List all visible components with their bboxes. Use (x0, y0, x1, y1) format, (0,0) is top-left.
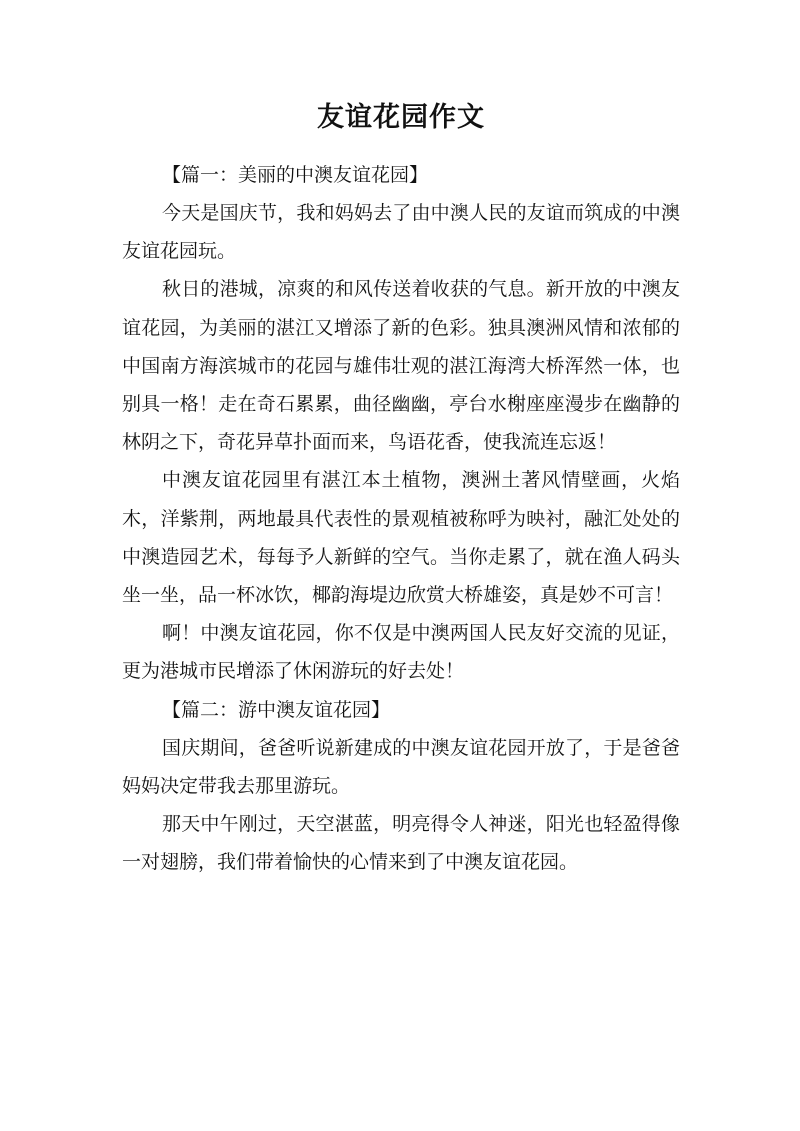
paragraph: 啊！中澳友谊花园，你不仅是中澳两国人民友好交流的见证，更为港城市民增添了休闲游玩的好去处！ (122, 622, 680, 683)
section-heading: 【篇一：美丽的中澳友谊花园】 (162, 164, 429, 186)
paragraph: 秋日的港城，凉爽的和风传送着收获的气息。新开放的中澳友谊花园，为美丽的湛江又增添了新的色彩。独具澳洲风情和浓郁的中国南方海滨城市的花园与雄伟壮观的湛江海湾大桥浑然一体，也别具一格！走在奇石累累，曲径幽幽，亭台水榭座座漫步在幽静的林阴之下，奇花异草扑面而来，鸟语花香，使我流连忘返！ (122, 278, 680, 454)
section-1 (122, 156, 680, 691)
paragraph: 那天中午刚过，天空湛蓝，明亮得令人神迷，阳光也轻盈得像一对翅膀，我们带着愉快的心情来到了中澳友谊花园。 (122, 813, 680, 874)
paragraph: 今天是国庆节，我和妈妈去了由中澳人民的友谊而筑成的中澳友谊花园玩。 (122, 202, 680, 263)
paragraph: 国庆期间，爸爸听说新建成的中澳友谊花园开放了，于是爸爸妈妈决定带我去那里游玩。 (122, 736, 680, 797)
section-2 (122, 691, 680, 882)
section-heading: 【篇二：游中澳友谊花园】 (162, 698, 391, 721)
document-page (122, 96, 680, 881)
paragraph: 中澳友谊花园里有湛江本土植物，澳洲土著风情壁画，火焰木，洋紫荆，两地最具代表性的景观植被称呼为映衬，融汇处处的中澳造园艺术，每每予人新鲜的空气。当你走累了，就在渔人码头坐一坐，品一杯冰饮，椰韵海堤边欣赏大桥雄姿，真是妙不可言！ (122, 469, 680, 607)
document-title: 友谊花园作文 (317, 102, 485, 133)
